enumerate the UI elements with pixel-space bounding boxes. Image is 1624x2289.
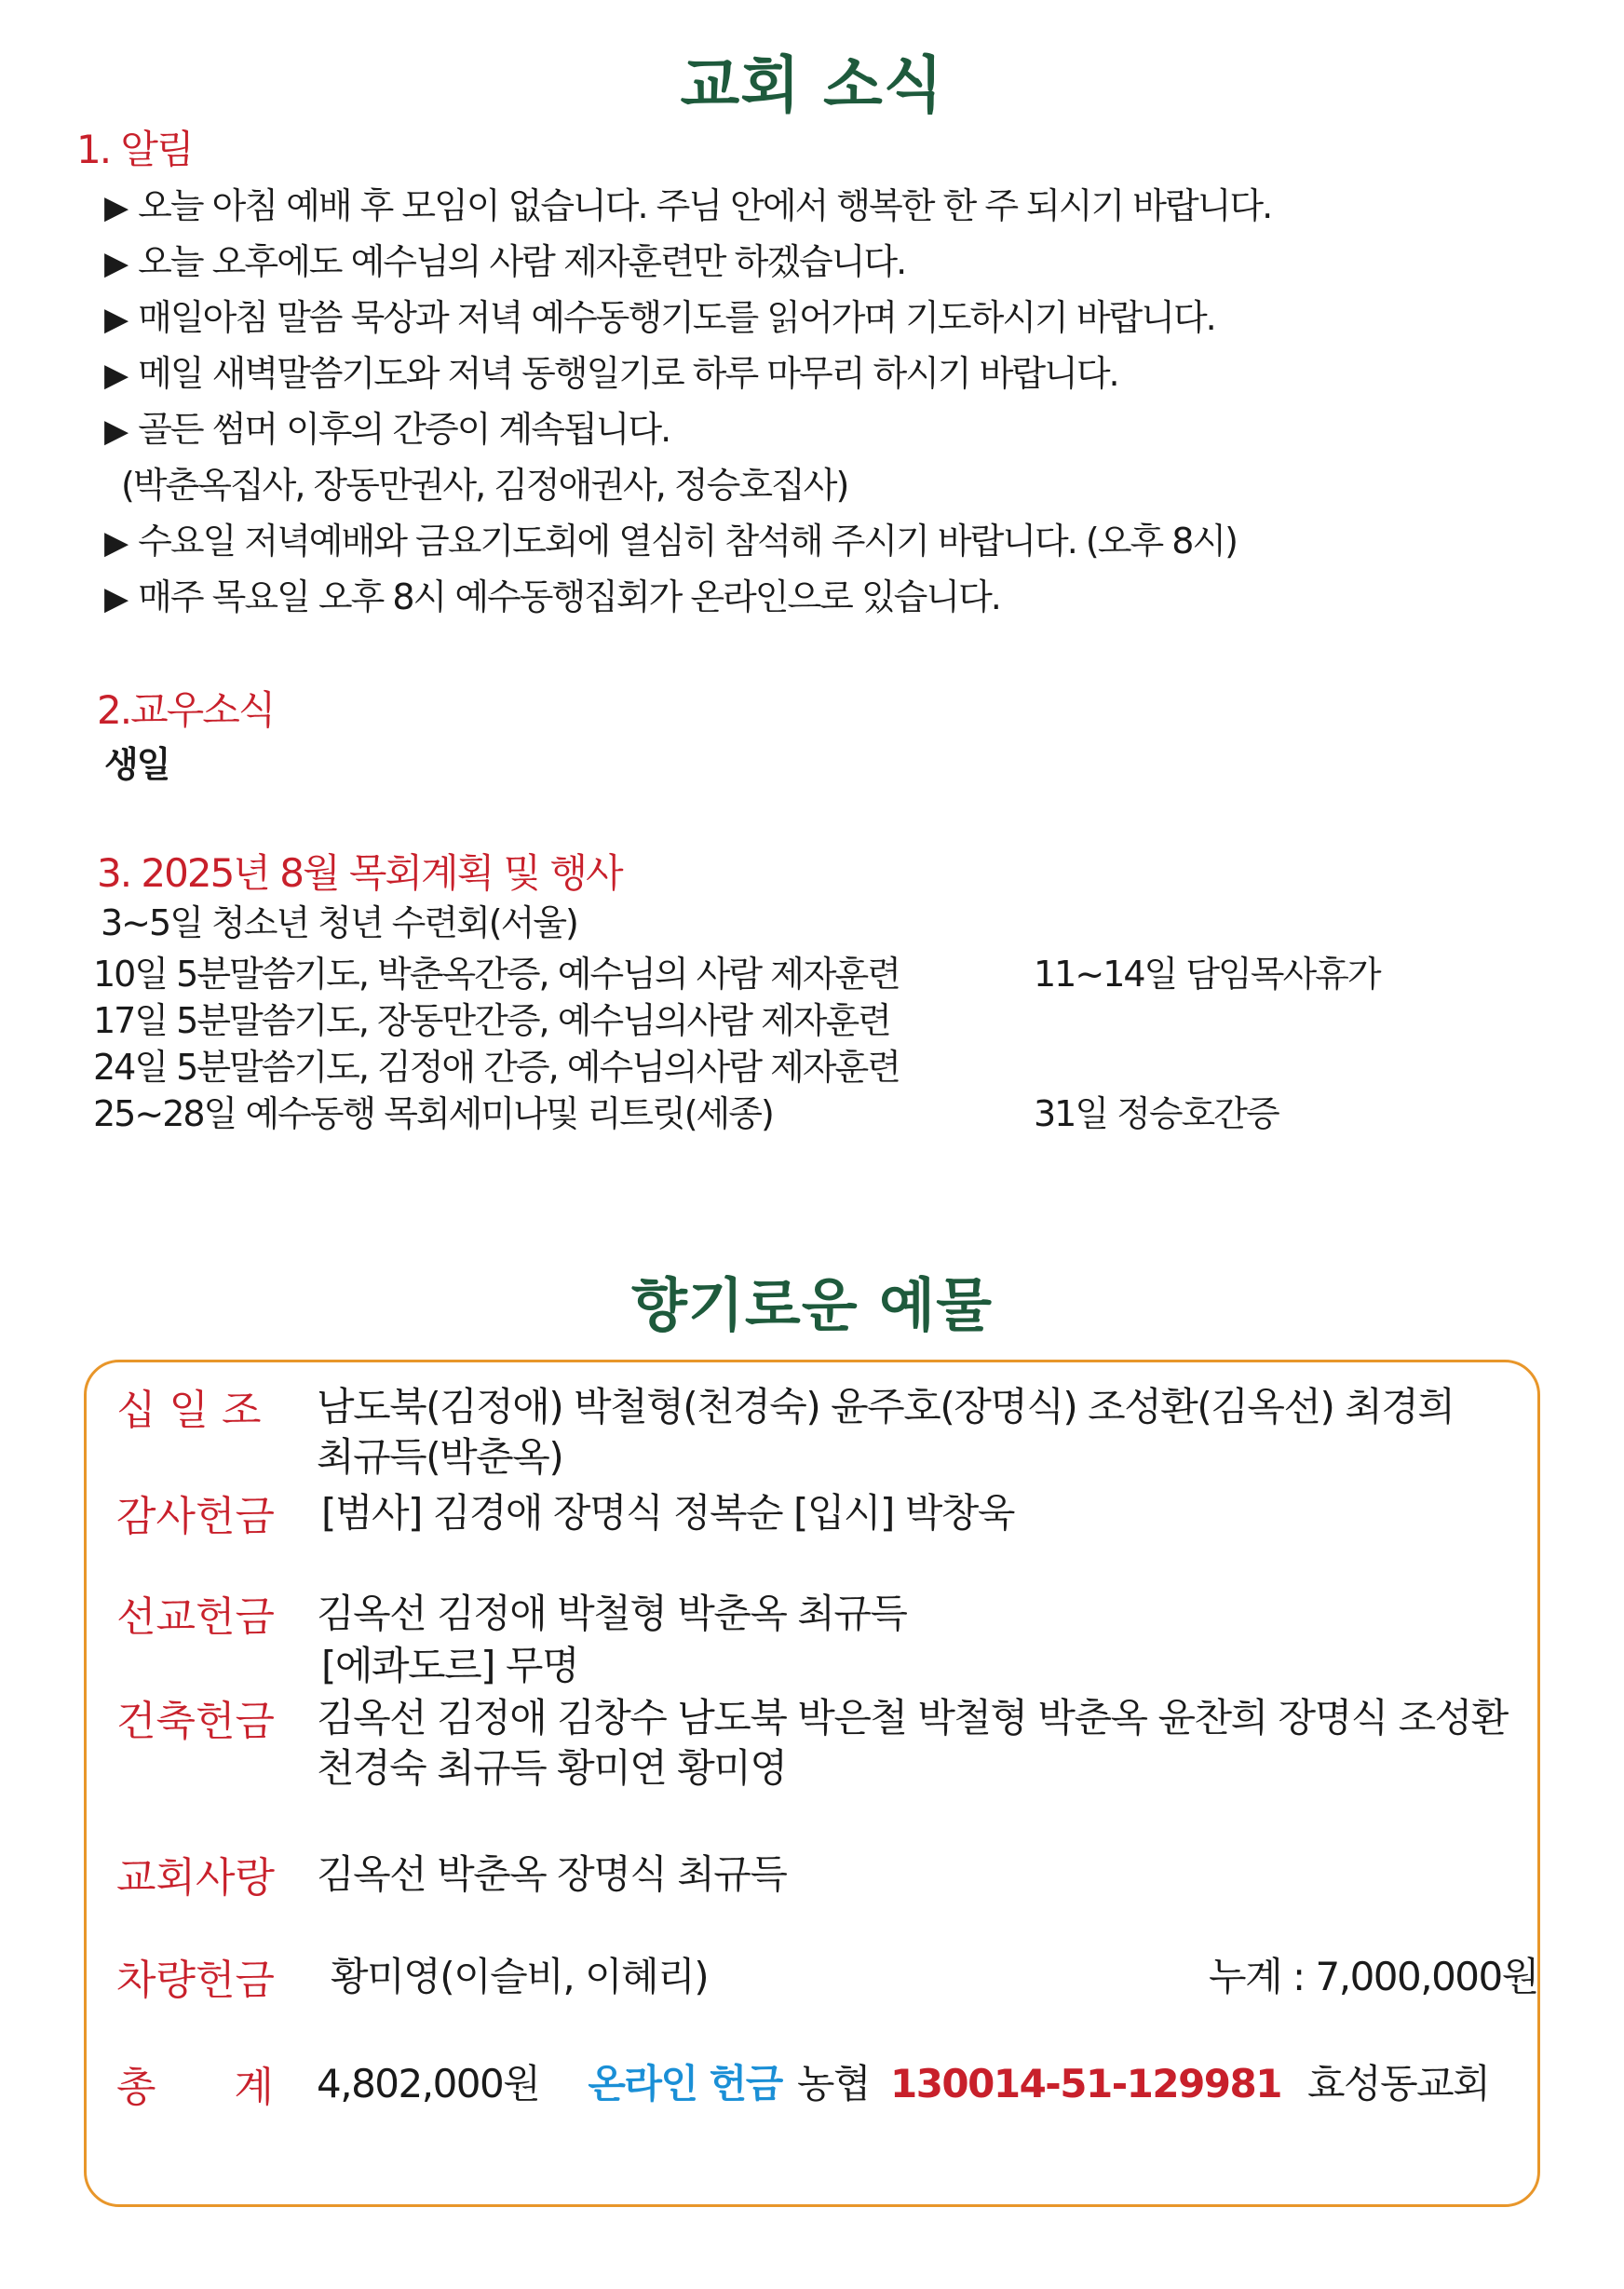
thanks-value: [범사] 김경애 장명식 정복순 [입시] 박창욱 (321, 1490, 1014, 1536)
notices-heading: 1. 알림 (76, 127, 193, 172)
building-label: 건축헌금 (116, 1698, 276, 1745)
mission-label: 선교헌금 (116, 1593, 276, 1641)
birthday-label: 생일 (104, 744, 169, 785)
account-holder: 효성동교회 (1306, 2061, 1490, 2106)
tithe-line: 최규득(박춘옥) (317, 1434, 563, 1480)
bullet-icon: ▶ (104, 245, 128, 282)
total-label: 총 계 (116, 2064, 274, 2111)
notice-item: ▶ 골든 썸머 이후의 간증이 계속됩니다. (104, 409, 670, 450)
mission-line: [에콰도르] 무명 (321, 1643, 579, 1688)
bullet-icon: ▶ (104, 580, 128, 617)
online-offering-label: 온라인 헌금 (588, 2061, 782, 2106)
total-row (317, 2053, 1489, 2109)
vehicle-cumulative: 누계 : 7,000,000원 (1209, 1954, 1538, 1999)
plan-row: 3~5일 청소년 청년 수련회(서울) (101, 902, 577, 943)
church-love-value: 김옥선 박춘옥 장명식 최규득 (317, 1851, 787, 1897)
plan-row: 17일 5분말씀기도, 장동만간증, 예수님의사람 제자훈련 (93, 1000, 890, 1041)
vehicle-label: 차량헌금 (116, 1957, 276, 2004)
bullet-icon: ▶ (104, 357, 128, 394)
bullet-icon: ▶ (104, 301, 128, 338)
plan-row: 10일 5분말씀기도, 박춘옥간증, 예수님의 사람 제자훈련 (93, 954, 900, 995)
mission-line: 김옥선 김정애 박철형 박춘옥 최규득 (317, 1591, 907, 1636)
bullet-icon: ▶ (104, 189, 128, 226)
vehicle-value: 황미영(이슬비, 이혜리) (331, 1954, 709, 1999)
plan-side-row: 11~14일 담임목사휴가 (1034, 954, 1380, 995)
bullet-icon: ▶ (104, 524, 128, 562)
notice-item: ▶ 수요일 저녁예배와 금요기도회에 열심히 참석해 주시기 바랍니다. (오후 8시) (104, 521, 1237, 562)
plan-row: 25~28일 예수동행 목회세미나및 리트릿(세종) (93, 1093, 773, 1134)
bullet-icon: ▶ (104, 413, 128, 450)
news-title: 교회 소식 (680, 49, 944, 121)
notice-item: ▶ 오늘 오후에도 예수님의 사람 제자훈련만 하겠습니다. (104, 241, 906, 282)
tithe-label: 십 일 조 (116, 1387, 262, 1434)
total-value: 4,802,000원 (317, 2061, 540, 2106)
plan-row: 24일 5분말씀기도, 김정애 간증, 예수님의사람 제자훈련 (93, 1047, 900, 1088)
offering-title: 향기로운 예물 (631, 1271, 993, 1339)
building-line: 천경숙 최규득 황미연 황미영 (317, 1745, 787, 1791)
thanks-label: 감사헌금 (116, 1493, 276, 1540)
plan-heading: 3. 2025년 8월 목회계획 및 행사 (97, 850, 622, 896)
members-heading: 2.교우소식 (97, 687, 275, 733)
notice-item: ▶ 오늘 아침 예배 후 모임이 없습니다. 주님 안에서 행복한 한 주 되시기 바랍니다. (104, 185, 1272, 226)
testimony-names: (박춘옥집사, 장동만권사, 김정애권사, 정승호집사) (121, 465, 848, 506)
building-line: 김옥선 김정애 김창수 남도북 박은철 박철형 박춘옥 윤찬희 장명식 조성환 (317, 1695, 1508, 1740)
tithe-line: 남도북(김정애) 박철형(천경숙) 윤주호(장명식) 조성환(김옥선) 최경희 (317, 1384, 1455, 1429)
notice-item: ▶ 매주 목요일 오후 8시 예수동행집회가 온라인으로 있습니다. (104, 576, 1000, 617)
notice-item: ▶ 매일아침 말씀 묵상과 저녁 예수동행기도를 읽어가며 기도하시기 바랍니다. (104, 297, 1215, 338)
notice-item: ▶ 메일 새벽말씀기도와 저녁 동행일기로 하루 마무리 하시기 바랍니다. (104, 353, 1118, 394)
account-number: 130014-51-129981 (889, 2061, 1281, 2106)
church-love-label: 교회사랑 (116, 1854, 276, 1902)
bank-name: 농협 (796, 2061, 870, 2106)
plan-side-row: 31일 정승호간증 (1034, 1093, 1279, 1134)
